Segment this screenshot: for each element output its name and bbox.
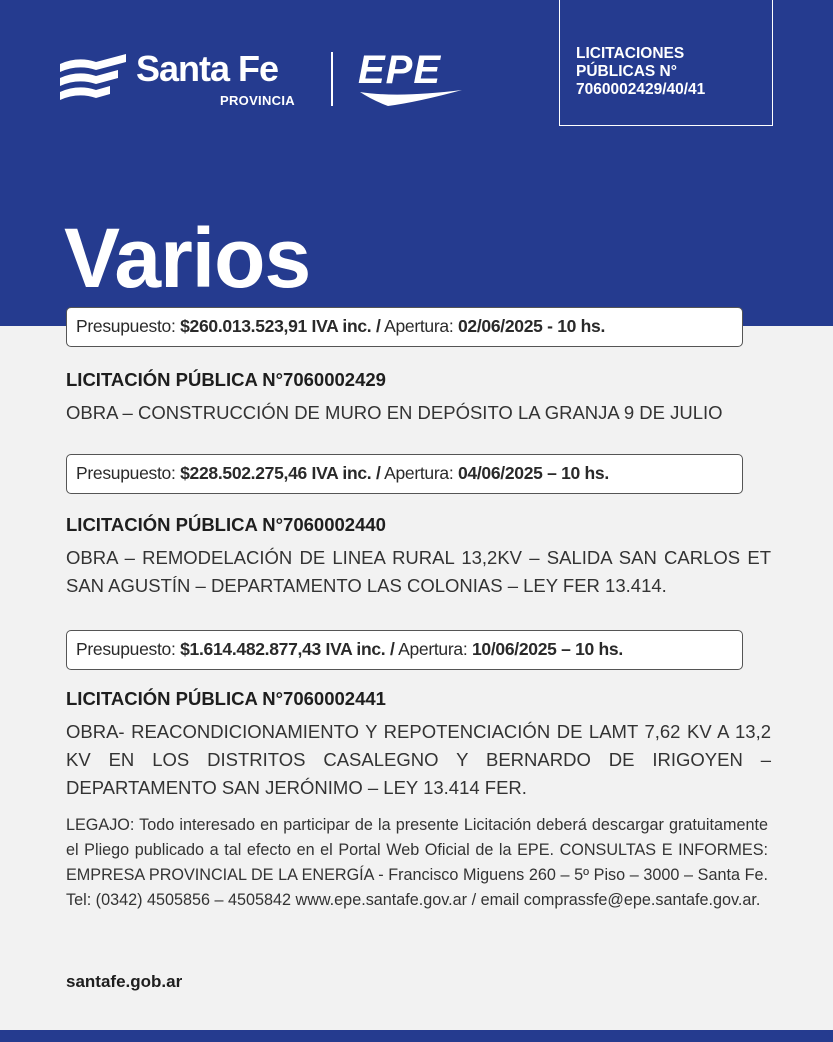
budget-value: $260.013.523,91 IVA inc. — [180, 316, 372, 336]
licitacion-description: OBRA – REMODELACIÓN DE LINEA RURAL 13,2KV – SALIDA SAN CARLOS ET SAN AGUSTÍN – DEPARTAMENTO LAS COLONIAS – LEY FER 13.414. — [66, 547, 771, 596]
logo-divider — [331, 52, 333, 106]
opening-label: Apertura: — [384, 316, 454, 336]
budget-separator: / — [375, 463, 381, 483]
budget-separator: / — [389, 639, 395, 659]
licitaciones-number-box — [559, 0, 773, 126]
licitaciones-box-line-3: 7060002429/40/41 — [576, 81, 706, 98]
budget-value: $1.614.482.877,43 IVA inc. — [180, 639, 386, 659]
brand-name: Santa Fe — [136, 48, 279, 89]
opening-value: 02/06/2025 - 10 hs. — [457, 316, 606, 336]
licitacion-heading: LICITACIÓN PÚBLICA N°7060002429 — [66, 369, 386, 390]
licitacion-heading: LICITACIÓN PÚBLICA N°7060002440 — [66, 514, 386, 535]
opening-label: Apertura: — [398, 639, 468, 659]
page-title: Varios — [64, 211, 311, 305]
santa-fe-stripes-icon — [58, 52, 128, 108]
opening-value: 04/06/2025 – 10 hs. — [457, 463, 609, 483]
budget-label: Presupuesto: — [76, 639, 176, 659]
opening-value: 10/06/2025 – 10 hs. — [471, 639, 623, 659]
budget-label: Presupuesto: — [76, 316, 176, 336]
opening-label: Apertura: — [384, 463, 454, 483]
santa-fe-logo — [58, 50, 328, 110]
brand-subtitle: PROVINCIA — [220, 93, 295, 108]
legajo-text: LEGAJO: Todo interesado en participar de la presente Licitación deberá descargar gratuitamente el Pliego publicado a tal efecto en el Portal Web Oficial de la EPE. CONSULTAS E INFORMES: EMPRESA PROVINCIAL DE LA ENERGÍA - Francisco Miguens 260 – 5º Piso – 3000 – Santa Fe. Tel: (0342) 4505856 – 4505842 www.epe.santafe.gov.ar / email comprassfe@epe.santafe.gov.ar. — [66, 816, 768, 909]
epe-logo — [358, 48, 468, 108]
footer-url: santafe.gob.ar — [66, 972, 183, 991]
budget-box — [66, 307, 743, 347]
header-banner — [0, 0, 833, 326]
epe-logo-text: EPE — [358, 48, 442, 92]
licitacion-heading: LICITACIÓN PÚBLICA N°7060002441 — [66, 688, 386, 709]
budget-label: Presupuesto: — [76, 463, 176, 483]
licitaciones-box-line-1: LICITACIONES — [576, 45, 685, 62]
licitaciones-box-line-2: PÚBLICAS N° — [576, 63, 677, 80]
licitacion-description: OBRA – CONSTRUCCIÓN DE MURO EN DEPÓSITO LA GRANJA 9 DE JULIO — [66, 402, 723, 423]
budget-box — [66, 454, 743, 494]
epe-swoosh-icon — [358, 88, 468, 108]
budget-box — [66, 630, 743, 670]
licitacion-description: OBRA- REACONDICIONAMIENTO Y REPOTENCIACIÓN DE LAMT 7,62 KV A 13,2 KV EN LOS DISTRITOS CASALEGNO Y BERNARDO DE IRIGOYEN – DEPARTAMENTO SAN JERÓNIMO – LEY 13.414 FER. — [66, 721, 771, 798]
footer-bar — [0, 1030, 833, 1042]
budget-value: $228.502.275,46 IVA inc. — [180, 463, 372, 483]
budget-separator: / — [375, 316, 381, 336]
